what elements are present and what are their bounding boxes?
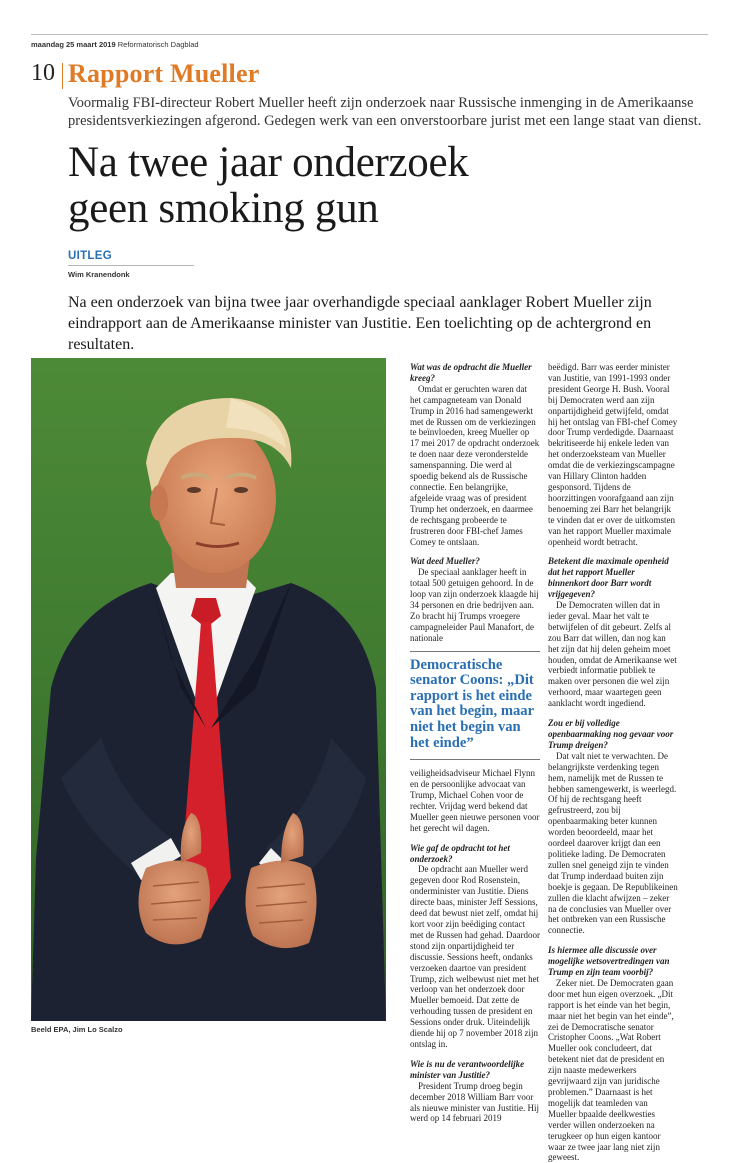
question-heading: Is hiermee alle discussie over mogelijke wetsovertredingen van Trump en zijn team voorbij?	[548, 945, 670, 978]
headline-line-2: geen smoking gun	[68, 185, 379, 232]
kicker: UITLEG	[68, 250, 112, 262]
body-paragraph: veiligheidsadviseur Michael Flynn en de persoonlijke advocaat van Trump, Michael Cohen voor de rechter. Vrijdag werd bekend dat Mueller geen nieuwe personen voor het gerecht wil dagen.	[410, 768, 540, 833]
question-heading: Zou er bij volledige openbaarmaking nog gevaar voor Trump dreigen?	[548, 718, 674, 750]
top-rule	[31, 34, 708, 35]
body-paragraph: President Trump droeg begin december 2018 William Barr voor als nieuwe minister van Justitie. Hij werd op 14 februari 2019	[410, 1080, 539, 1124]
intro-text: Voormalig FBI-directeur Robert Mueller heeft zijn onderzoek naar Russische inmenging in de Amerikaanse presidentsverkiezingen afgerond. Gedegen werk van een onverstoorbare jurist met een lange staat van dienst.	[68, 95, 702, 129]
question-heading: Wat deed Mueller?	[410, 556, 480, 567]
body-paragraph: Dat valt niet te verwachten. De belangrijkste verdenking tegen hem, namelijk met de Russen te hebben samengewerkt, is weerlegd. Of hij de rechtsgang heeft gefrustreerd, zou bij openbaarmaking beter kunnen worden beoordeeld, maar het oordeel daarover krijgt dan een politieke lading. De Democraten zullen snel geneigd zijn te vinden dat Trump inderdaad buiten zijn boekje is gegaan. De Republikeinen zullen die klacht afwijzen – zeker na de conclusies van Mueller over het ontbreken van een Russische connectie.	[548, 750, 678, 936]
kicker-rule	[68, 265, 194, 266]
question-heading: Wie is nu de verantwoordelijke minister van Justitie?	[410, 1058, 525, 1080]
pull-quote-text: Democratische senator Coons: „Dit rapport is het einde van het begin, maar niet het begin van het einde”	[410, 656, 534, 751]
photo-illustration	[31, 358, 386, 1021]
photo-caption: Beeld EPA, Jim Lo Scalzo	[31, 1025, 123, 1034]
body-paragraph: beëdigd. Barr was eerder minister van Justitie, van 1991-1993 onder president George H. Bush. Vooral bij Democraten werd aan zijn onpartijdigheid getwijfeld, omdat hij het ontslag van FBI-chef Comey door Trump verdedigde. Daarnaast bekritiseerde hij enkele leden van het onderzoeksteam van Mueller omdat die de verkiezingscampagne van Hillary Clinton hadden gesponsord. Tijdens de hoorzittingen voorafgaand aan zijn benoeming zei Barr het belangrijk te vinden dat er over de uitkomsten van het rapport Mueller maximale openheid wordt betracht.	[548, 362, 678, 547]
headline-line-1: Na twee jaar onderzoek	[68, 139, 469, 186]
question-heading: Betekent die maximale openheid dat het rapport Mueller binnenkort door Barr wordt vrijgegeven?	[548, 556, 669, 600]
body-paragraph: De speciaal aanklager heeft in totaal 500 getuigen gehoord. In de loop van zijn onderzoek klaagde hij 34 personen en drie bedrijven aan. Zo bracht hij Trumps vroegere campagneleider Paul Manafort, de nationale	[410, 567, 539, 643]
body-paragraph: Omdat er geruchten waren dat het campagneteam van Donald Trump in 2016 had samengewerkt met de Russen om de verkiezingen te beïnvloeden, kreeg Mueller op 17 mei 2017 de opdracht onderzoek te doen naar deze veronderstelde samenspanning. Die werd al spoedig bekend als de Russische connectie. Een belangrijke, afgeleide vraag was of president Trump het onderzoek, en daarmee de rechtsgang probeerde te frustreren door FBI-chef James Comey te ontslaan.	[410, 383, 540, 547]
news-photo	[31, 358, 386, 1021]
article-column-1	[410, 362, 540, 1124]
body-paragraph: De opdracht aan Mueller werd gegeven door Rod Rosenstein, onderminister van Justitie. Diens directe baas, minister Jeff Sessions, deed dat bewust niet zelf, omdat hij kort voor zijn beëdiging contact met de Russen had gehad. Daardoor stond zijn onpartijdigheid ter discussie. Sessions heeft, ondanks verzoeken daartoe van president Trump, zich welbewust niet met het verloop van het onderzoek door Mueller bemoeid. Dat zette de verhouding tussen de president en Sessions onder druk. Uiteindelijk diende hij op 7 november 2018 zijn ontslag in.	[410, 864, 540, 1049]
body-paragraph: Zeker niet. De Democraten gaan door met hun eigen overzoek. „Dit rapport is het einde van het begin, maar niet het begin van het einde”, zei de Democratische senator Cristopher Coons. „Wat Robert Mueller ook concludeert, dat betekent niet dat de president en zijn naaste medewerkers gevrijwaard zijn van juridische problemen.” Daarnaast is het mogelijk dat teamleden van Mueller bpaalde deelkwesties verder willen onderzoeken na terugkeer op hun eigen kantoor waar ze twee jaar lang niet zijn geweest.	[548, 977, 674, 1163]
masthead	[31, 40, 199, 49]
lead-paragraph: Na een onderzoek van bijna twee jaar overhandigde speciaal aanklager Robert Mueller zijn eindrapport aan de Amerikaanse minister van Justitie. Een toelichting op de achtergrond en resultaten.	[68, 294, 652, 353]
section-title: Rapport Mueller	[68, 59, 260, 88]
masthead-date: maandag 25 maart 2019	[31, 40, 116, 49]
question-heading: Wie gaf de opdracht tot het onderzoek?	[410, 842, 510, 864]
question-heading: Wat was de opdracht die Mueller kreeg?	[410, 362, 532, 383]
pull-quote	[410, 651, 540, 761]
section-divider	[62, 63, 63, 89]
body-paragraph: De Democraten willen dat in ieder geval. Maar het valt te betwijfelen of dit gebeurt. Zelfs al zou Barr dat willen, dan nog kan het zijn dat hij delen geheim moet houden, omdat de Amerikaanse wet verbiedt informatie publiek te maken over personen die wel zijn verhoord, maar waartegen geen aanklacht wordt ingediend.	[548, 600, 677, 709]
article-column-2	[548, 362, 678, 1163]
headline	[68, 140, 708, 232]
masthead-paper: Reformatorisch Dagblad	[117, 40, 199, 49]
page-number: 10	[31, 60, 55, 86]
author-byline: Wim Kranendonk	[68, 270, 130, 279]
